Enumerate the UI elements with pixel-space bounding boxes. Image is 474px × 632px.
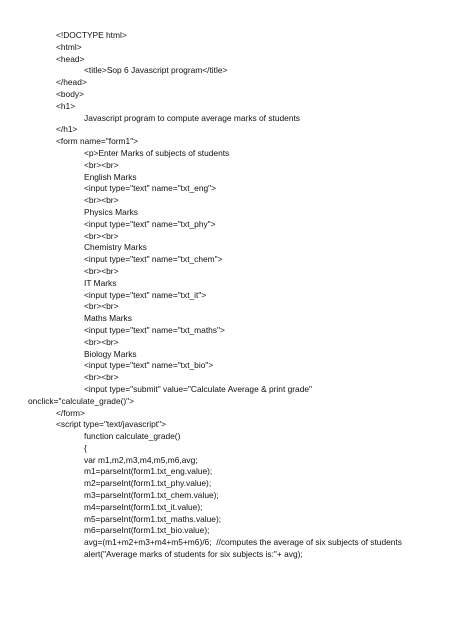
code-line: <br><br> xyxy=(84,301,119,312)
code-line: Javascript program to compute average marks of students xyxy=(84,112,300,123)
code-line: m3=parseInt(form1.txt_chem.value); xyxy=(84,490,219,501)
code-line: <br><br> xyxy=(84,159,119,170)
code-line: Chemistry Marks xyxy=(84,242,147,253)
code-line: <br><br> xyxy=(84,230,119,241)
code-line: <input type="text" name="txt_maths"> xyxy=(84,324,225,335)
code-line: <p>Enter Marks of subjects of students xyxy=(84,147,230,158)
code-line: <title>Sop 6 Javascript program</title> xyxy=(84,65,228,76)
code-line: Biology Marks xyxy=(84,348,137,359)
code-line: <input type="text" name="txt_chem"> xyxy=(84,254,223,265)
code-line: m6=parseInt(form1.txt_bio.value); xyxy=(84,525,210,536)
code-listing xyxy=(28,30,466,561)
code-line: <head> xyxy=(56,53,85,64)
code-line: <br><br> xyxy=(84,372,119,383)
code-line: IT Marks xyxy=(84,277,117,288)
code-line: <!DOCTYPE html> xyxy=(56,30,127,40)
code-line: { xyxy=(84,442,87,453)
code-line: <br><br> xyxy=(84,336,119,347)
code-line: onclick="calculate_grade()"> xyxy=(28,395,135,406)
code-line: </head> xyxy=(56,77,87,88)
code-line: Physics Marks xyxy=(84,206,138,217)
code-line: m5=parseInt(form1.txt_maths.value); xyxy=(84,513,222,524)
code-line: English Marks xyxy=(84,171,137,182)
code-line: m4=parseInt(form1.txt_it.value); xyxy=(84,501,203,512)
code-line: <input type="submit" value="Calculate Average & print grade" xyxy=(84,383,312,394)
code-line: </form> xyxy=(56,407,85,418)
code-line: <h1> xyxy=(56,100,76,111)
code-line: <html> xyxy=(56,41,82,52)
code-line: <input type="text" name="txt_it"> xyxy=(84,289,207,300)
code-line: avg=(m1+m2+m3+m4+m5+m6)/6; //computes the average of six subjects of students xyxy=(84,537,402,548)
code-line: <br><br> xyxy=(84,265,119,276)
code-line: <form name="form1"> xyxy=(56,136,139,147)
code-line: var m1,m2,m3,m4,m5,m6,avg; xyxy=(84,454,198,465)
code-line: <br><br> xyxy=(84,195,119,206)
code-line: Maths Marks xyxy=(84,313,132,324)
code-line: <input type="text" name="txt_bio"> xyxy=(84,360,214,371)
code-line: <body> xyxy=(56,88,84,99)
code-line: alert("Average marks of students for six subjects is:"+ avg); xyxy=(84,549,303,560)
code-line: m2=parseInt(form1.txt_phy.value); xyxy=(84,478,212,489)
code-line: <input type="text" name="txt_eng"> xyxy=(84,183,217,194)
code-line: m1=parseInt(form1.txt_eng.value); xyxy=(84,466,213,477)
code-line: function calculate_grade() xyxy=(84,431,181,442)
code-line: <input type="text" name="txt_phy"> xyxy=(84,218,216,229)
code-line: <script type="text/javascript"> xyxy=(56,419,166,430)
code-line: </h1> xyxy=(56,124,78,135)
